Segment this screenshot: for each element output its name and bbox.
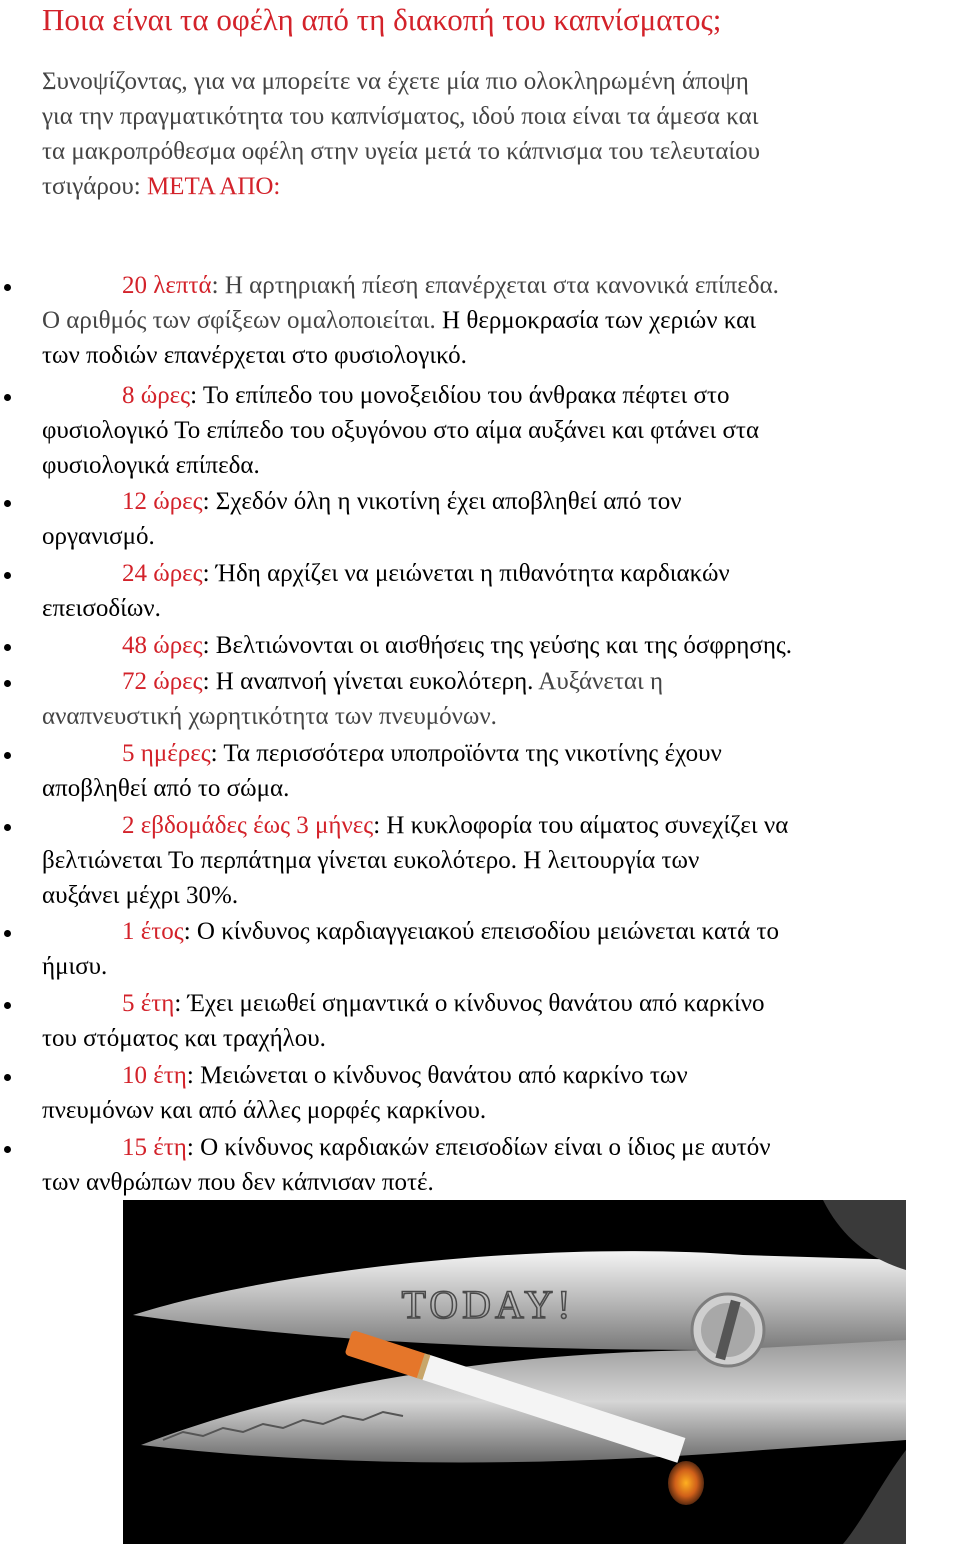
bullet-icon (4, 1146, 11, 1153)
time-label: 5 ημέρες (122, 740, 211, 767)
time-label: 48 ώρες (122, 632, 203, 659)
benefit-text: : Βελτιώνονται οι αισθήσεις της γεύσης και της όσφρησης. (202, 632, 793, 659)
benefit-text: : Έχει μειωθεί σημαντικά ο κίνδυνος θανάτου από καρκίνο (174, 990, 765, 1017)
bullet-icon (4, 500, 11, 507)
intro-accent: ΜΕΤΑ ΑΠΟ: (146, 173, 281, 200)
benefit-text: φυσιολογικά επίπεδα. (42, 452, 260, 479)
bullet-icon (4, 1074, 11, 1081)
time-label: 1 έτος (122, 918, 184, 945)
list-item (42, 268, 958, 373)
bullet-icon (4, 394, 11, 401)
intro-text: τσιγάρου: (42, 173, 147, 200)
benefit-text: ήμισυ. (42, 953, 108, 980)
engraving-text: TODAY! (401, 1282, 575, 1327)
bullet-icon (4, 752, 11, 759)
benefit-text: : Η κυκλοφορία του αίματος συνεχίζει να (373, 812, 789, 839)
time-label: 8 ώρες (122, 382, 191, 409)
time-label: 72 ώρες (122, 668, 203, 695)
intro-line: Συνοψίζοντας, για να μπορείτε να έχετε μία πιο ολοκληρωμένη άποψη (42, 68, 749, 95)
scissors-cigarette-photo (123, 1200, 906, 1544)
benefit-text: : Σχεδόν όλη η νικοτίνη έχει αποβληθεί από τον (202, 488, 682, 515)
benefit-text: επεισοδίων. (42, 595, 161, 622)
time-label: 10 έτη (122, 1062, 187, 1089)
benefit-text: Η θερμοκρασία των χεριών και (435, 307, 756, 334)
bullet-icon (4, 824, 11, 831)
bullet-icon (4, 680, 11, 687)
benefit-text: : Η αρτηριακή πίεση επανέρχεται στα κανονικά επίπεδα. (211, 272, 779, 299)
cigarette-ember (668, 1461, 704, 1505)
benefit-text: του στόματος και τραχήλου. (42, 1025, 326, 1052)
intro-line: για την πραγματικότητα του καπνίσματος, ιδού ποια είναι τα άμεσα και (42, 103, 759, 130)
benefit-text: αποβληθεί από το σώμα. (42, 775, 290, 802)
benefit-text: Ο αριθμός των σφίξεων ομαλοποιείται. (42, 307, 436, 334)
benefit-text: των ποδιών επανέρχεται στο φυσιολογικό. (42, 342, 467, 369)
benefit-text: : Μειώνεται ο κίνδυνος θανάτου από καρκίνο των (186, 1062, 688, 1089)
list-item (42, 986, 958, 1056)
benefit-text: φυσιολογικό Το επίπεδο του οξυγόνου στο αίμα αυξάνει και φτάνει στα (42, 417, 760, 444)
time-label: 24 ώρες (122, 560, 203, 587)
benefit-text: αναπνευστική χωρητικότητα των πνευμόνων. (42, 703, 497, 730)
list-item (42, 914, 958, 984)
bullet-icon (4, 284, 11, 291)
time-label: 20 λεπτά (122, 272, 212, 299)
benefit-text: : Ο κίνδυνος καρδιαγγειακού επεισοδίου μειώνεται κατά το (183, 918, 780, 945)
page-title: Ποια είναι τα οφέλη από τη διακοπή του καπνίσματος; (42, 2, 722, 37)
list-item (42, 378, 958, 483)
list-item (42, 1130, 958, 1200)
bullet-icon (4, 644, 11, 651)
benefit-text: : Ήδη αρχίζει να μειώνεται η πιθανότητα καρδιακών (202, 560, 730, 587)
time-label: 12 ώρες (122, 488, 203, 515)
benefit-text: : Το επίπεδο του μονοξειδίου του άνθρακα πέφτει στο (190, 382, 730, 409)
list-item (42, 484, 958, 554)
time-label: 2 εβδομάδες έως 3 μήνες (122, 812, 374, 839)
benefit-text: πνευμόνων και από άλλες μορφές καρκίνου. (42, 1097, 487, 1124)
intro-line: τα μακροπρόθεσμα οφέλη στην υγεία μετά το κάπνισμα του τελευταίου (42, 138, 761, 165)
intro-paragraph (42, 64, 942, 204)
list-item (42, 1058, 958, 1128)
bullet-icon (4, 1002, 11, 1009)
list-item (42, 664, 958, 734)
benefit-text: οργανισμό. (42, 523, 155, 550)
time-label: 15 έτη (122, 1134, 187, 1161)
list-item (42, 628, 958, 663)
list-item (42, 808, 958, 913)
bullet-icon (4, 930, 11, 937)
benefit-text: των ανθρώπων που δεν κάπνισαν ποτέ. (42, 1169, 434, 1196)
benefit-text: Αυξάνεται η (533, 668, 664, 695)
list-item (42, 736, 958, 806)
list-item (42, 556, 958, 626)
time-label: 5 έτη (122, 990, 175, 1017)
scissors-illustration (123, 1200, 906, 1544)
benefit-text: : Ο κίνδυνος καρδιακών επεισοδίων είναι ο ίδιος με αυτόν (186, 1134, 771, 1161)
intro-line (42, 169, 942, 204)
benefit-text: : Η αναπνοή γίνεται ευκολότερη. (202, 668, 534, 695)
bullet-icon (4, 572, 11, 579)
benefit-text: βελτιώνεται Το περπάτημα γίνεται ευκολότερο. Η λειτουργία των (42, 847, 700, 874)
benefit-text: αυξάνει μέχρι 30%. (42, 882, 239, 909)
benefit-text: : Τα περισσότερα υποπροϊόντα της νικοτίνης έχουν (210, 740, 722, 767)
